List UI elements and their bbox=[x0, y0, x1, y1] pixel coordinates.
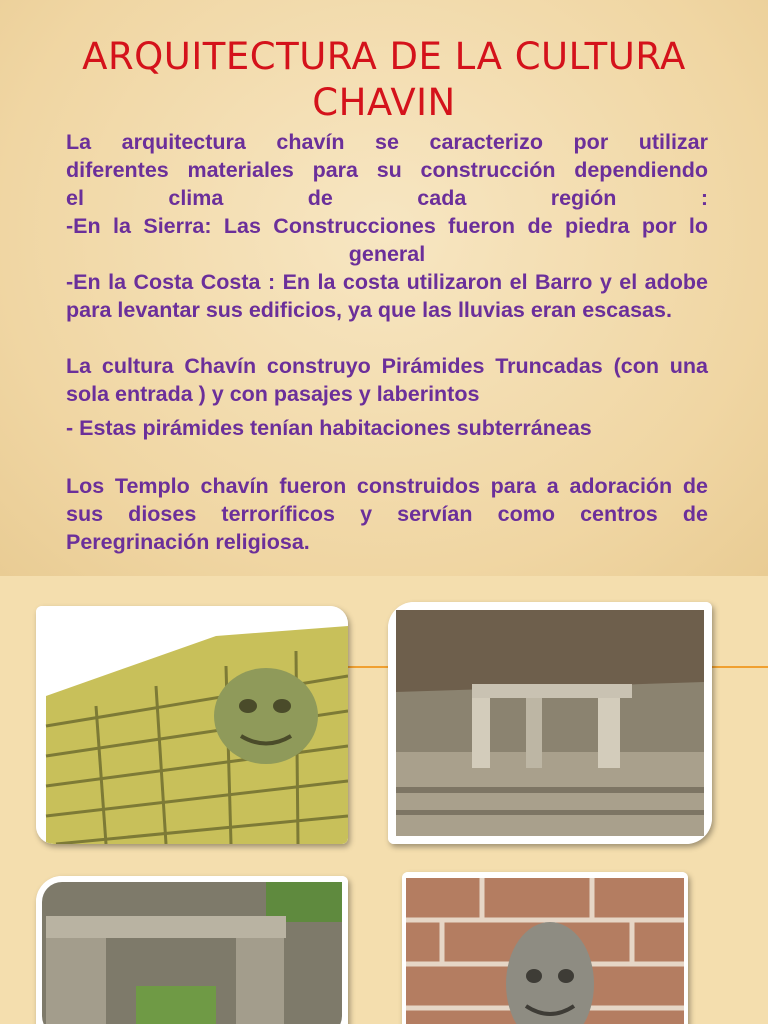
slide-body bbox=[66, 128, 708, 556]
stone-doorway-image bbox=[36, 876, 348, 1024]
title-line-1: ARQUITECTURA DE LA CULTURA bbox=[82, 35, 686, 78]
temple-gateway-image bbox=[388, 602, 712, 844]
photo-temple-gateway bbox=[388, 602, 712, 844]
photo-carved-head-adobe bbox=[402, 872, 688, 1024]
carved-head-wall-image bbox=[36, 606, 348, 844]
carved-head-adobe-image bbox=[402, 872, 688, 1024]
para4: Los Templo chavín fueron construidos para a adoración de sus dioses terroríficos y servían como centros de Peregrinación religiosa. bbox=[66, 474, 708, 554]
photo-gallery bbox=[0, 576, 768, 1024]
para1-line2: diferentes materiales para su construcción dependiendo bbox=[66, 158, 708, 182]
title-line-2: CHAVIN bbox=[312, 81, 456, 124]
para1-line5: general bbox=[348, 242, 426, 266]
photo-stone-doorway bbox=[36, 876, 348, 1024]
photo-carved-head-wall bbox=[36, 606, 348, 844]
para1-line1: La arquitectura chavín se caracterizo por utilizar bbox=[66, 130, 708, 154]
para1-line4: -En la Sierra: Las Construcciones fueron de piedra por lo bbox=[66, 214, 708, 238]
para3: - Estas pirámides tenían habitaciones subterráneas bbox=[66, 416, 592, 440]
para1-line3: el clima de cada región : bbox=[66, 186, 708, 210]
para1-line6: -En la Costa Costa : En la costa utilizaron el Barro y el adobe para levantar sus edificios, ya que las lluvias eran escasas. bbox=[66, 270, 708, 322]
para2: La cultura Chavín construyo Pirámides Truncadas (con una sola entrada ) y con pasajes y laberintos bbox=[66, 354, 708, 406]
slide-title bbox=[40, 34, 728, 126]
